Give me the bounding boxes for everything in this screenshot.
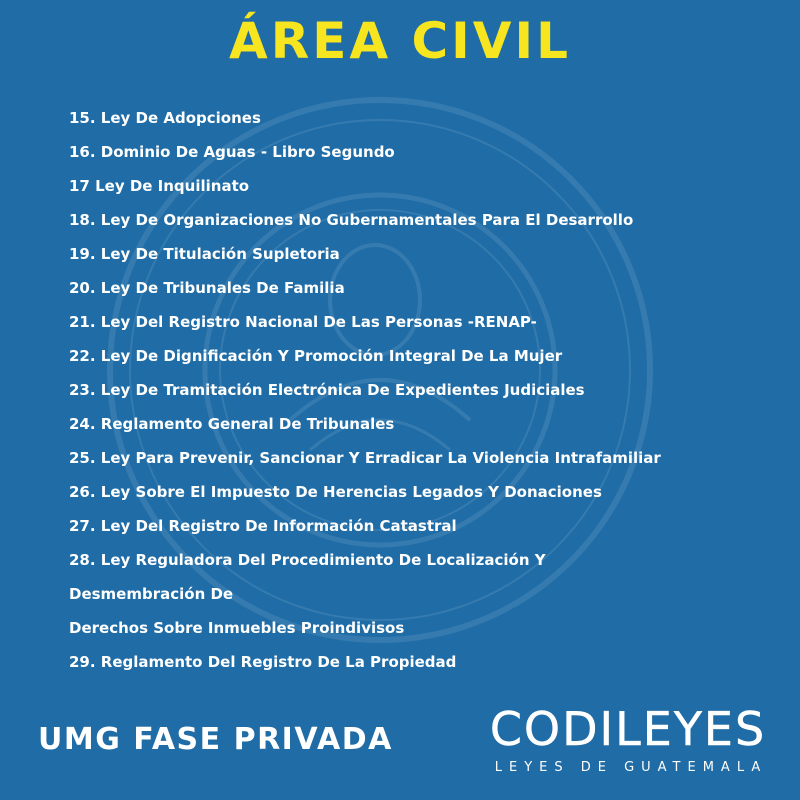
list-item: 24. Reglamento General De Tribunales xyxy=(69,415,395,433)
list-item: 21. Ley Del Registro Nacional De Las Personas -RENAP- xyxy=(69,313,537,331)
codileyes-logo xyxy=(478,700,778,775)
list-item: 19. Ley De Titulación Supletoria xyxy=(69,245,340,263)
list-item: 26. Ley Sobre El Impuesto De Herencias Legados Y Donaciones xyxy=(69,483,602,501)
brand-tagline: LEYES DE GUATEMALA xyxy=(494,760,768,775)
brand-name: CODILEYES xyxy=(489,702,767,756)
list-item: 23. Ley De Tramitación Electrónica De Expedientes Judiciales xyxy=(69,381,585,399)
list-item: Desmembración De xyxy=(69,585,234,603)
list-item: 18. Ley De Organizaciones No Gubernamentales Para El Desarrollo xyxy=(69,211,634,229)
list-item: 29. Reglamento Del Registro De La Propiedad xyxy=(69,653,457,671)
list-item: 20. Ley De Tribunales De Familia xyxy=(69,279,345,297)
list-item: 27. Ley Del Registro De Información Catastral xyxy=(69,517,457,535)
page-title: ÁREA CIVIL xyxy=(229,12,571,70)
list-item: 17 Ley De Inquilinato xyxy=(69,177,250,195)
list-item: 22. Ley De Dignificación Y Promoción Integral De La Mujer xyxy=(69,347,563,365)
law-list xyxy=(69,104,661,682)
footer-phase-label: UMG FASE PRIVADA xyxy=(38,722,393,757)
list-item: 25. Ley Para Prevenir, Sancionar Y Erradicar La Violencia Intrafamiliar xyxy=(69,449,661,467)
list-item: 28. Ley Reguladora Del Procedimiento De Localización Y xyxy=(69,551,546,569)
list-item: Derechos Sobre Inmuebles Proindivisos xyxy=(69,619,405,637)
list-item: 15. Ley De Adopciones xyxy=(69,109,261,127)
list-item: 16. Dominio De Aguas - Libro Segundo xyxy=(69,143,395,161)
